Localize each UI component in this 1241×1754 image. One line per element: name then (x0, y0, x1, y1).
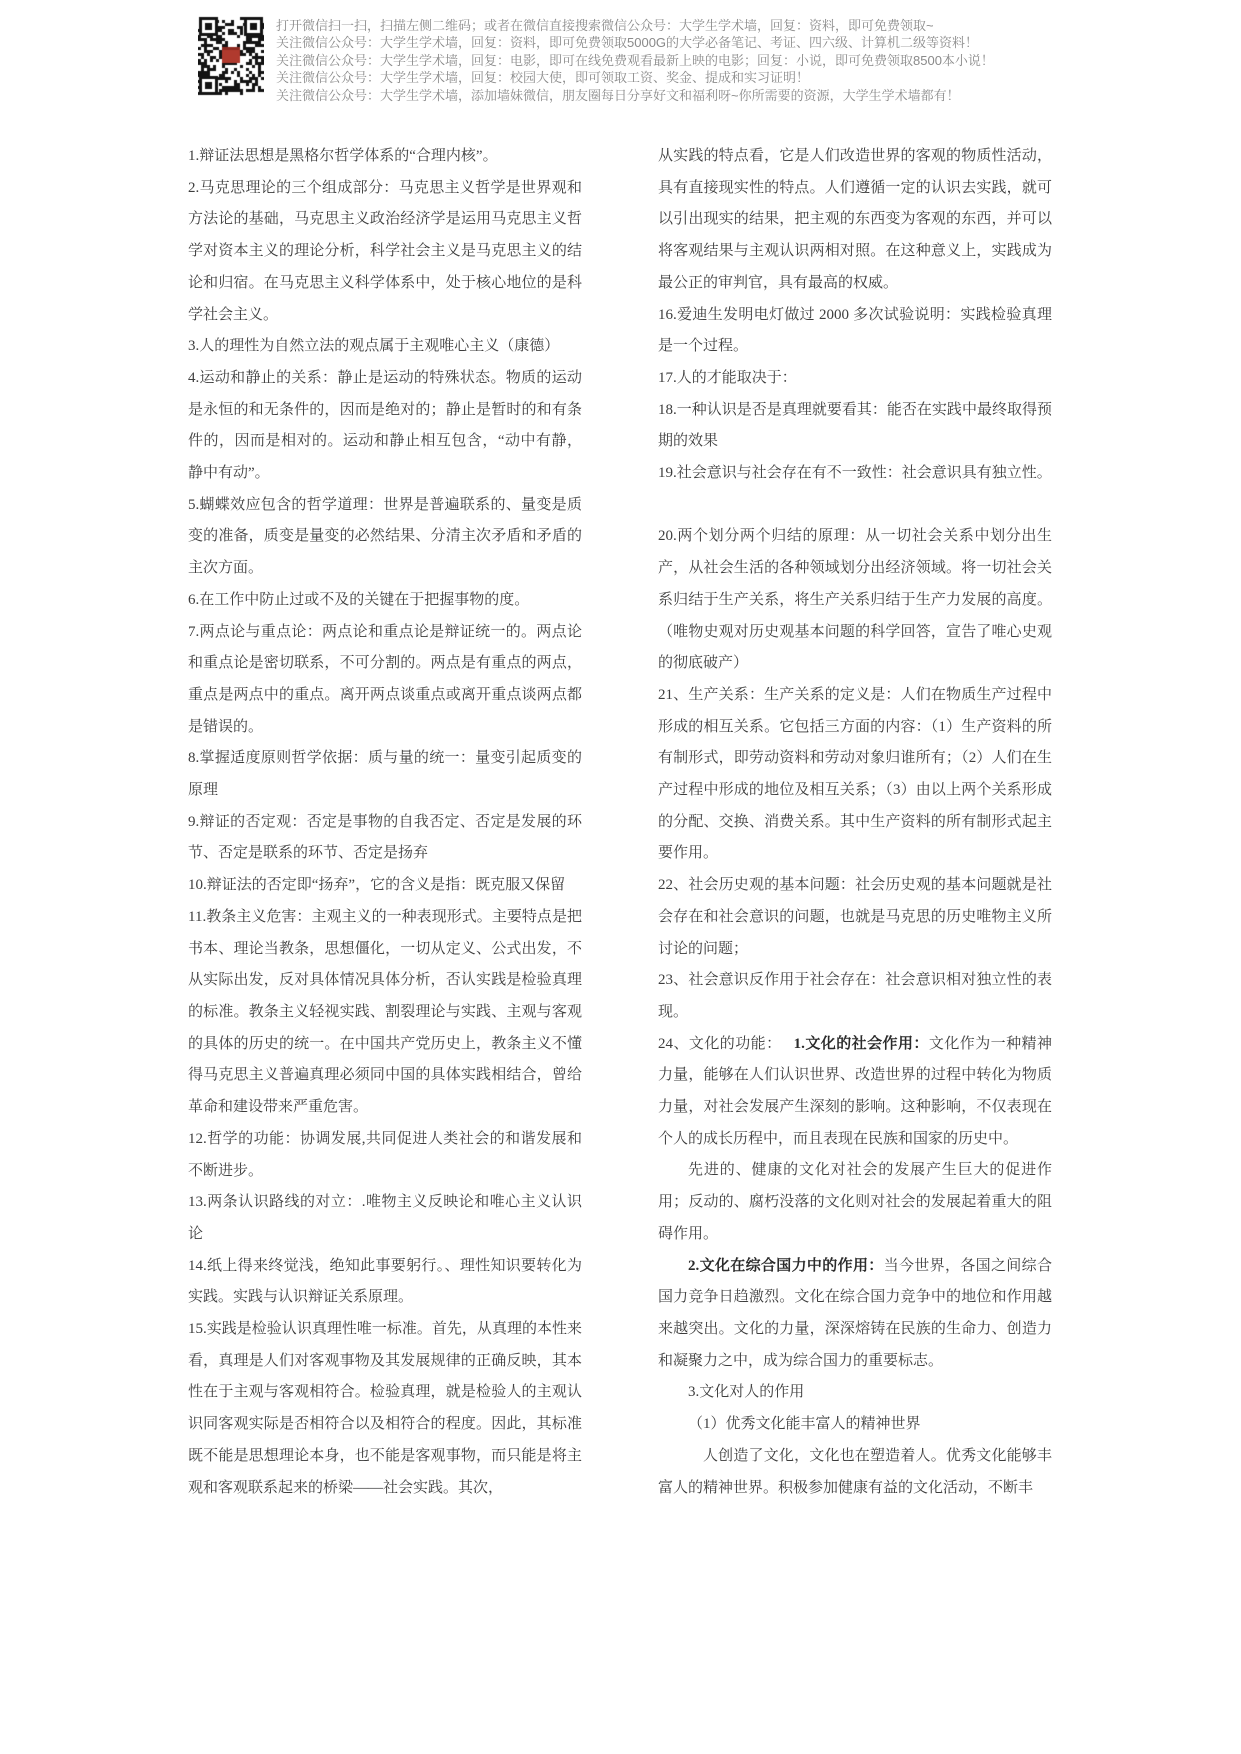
item-14 (188, 1251, 582, 1314)
item-11 (188, 902, 582, 1124)
text-run: 23、社会意识反作用于社会存在：社会意识相对独立性的表现。 (658, 972, 1052, 1020)
text-run: 3.人的理性为自然立法的观点属于主观唯心主义（康德） (188, 338, 560, 355)
item-3 (188, 331, 582, 363)
text-run: 4.运动和静止的关系：静止是运动的特殊状态。物质的运动是永恒的和无条件的，因而是绝对的；静止是暂时的和有条件的，因而是相对的。运动和静止相互包含，“动中有静，静中有动”。 (188, 369, 582, 482)
item-16 (658, 300, 1052, 363)
text-run: 1.辩证法思想是黑格尔哲学体系的“合理内核”。 (188, 148, 498, 164)
text-run: 16.爱迪生发明电灯做过 2000 多次试验说明：实践检验真理是一个过程。 (658, 306, 1052, 355)
item-1 (188, 141, 582, 173)
text-run: 20.两个划分两个归结的原理：从一切社会关系中划分出生产，从社会生活的各种领域划分出经济领域。将一切社会关系归结于生产关系，将生产关系归结于生产力发展的高度。（唯物史观对历史观基本问题的科学回答，宣告了唯心史观的彻底破产） (658, 528, 1052, 672)
text-run: 13.两条认识路线的对立：.唯物主义反映论和唯心主义认识论 (188, 1194, 582, 1242)
para-excellent-culture-heading (658, 1409, 1052, 1441)
bold-text-run: 1.文化的社会作用： (793, 1035, 929, 1052)
text-run: 3.文化对人的作用 (688, 1384, 805, 1401)
text-run: 10.辩证法的否定即“扬弃”，它的含义是指：既克服又保留 (188, 877, 566, 894)
item-19 (658, 458, 1052, 490)
text-run: 8.掌握适度原则哲学依据：质与量的统一：量变引起质变的原理 (188, 750, 582, 799)
para-culture-on-people (658, 1377, 1052, 1409)
item-20 (658, 521, 1052, 680)
text-run: 19.社会意识与社会存在有不一致性：社会意识具有独立性。 (658, 465, 1052, 482)
para-people-create-culture (658, 1441, 1052, 1504)
item-13 (188, 1187, 582, 1250)
text-run: 17.人的才能取决于： (658, 369, 797, 386)
text-run: 9.辩证的否定观：否定是事物的自我否定、否定是发展的环节、否定是联系的环节、否定是扬弃 (188, 813, 582, 862)
item-17 (658, 363, 1052, 395)
right-column (658, 141, 1052, 1504)
item-10 (188, 870, 582, 902)
item-5 (188, 490, 582, 585)
text-run: 当今世界，各国之间综合国力竞争日趋激烈。文化在综合国力竞争中的地位和作用越来越突出。文化的力量，深深熔铸在民族的生命力、创造力和凝聚力之中，成为综合国力的重要标志。 (658, 1257, 1052, 1369)
text-run: 2.马克思理论的三个组成部分：马克思主义哲学是世界观和方法论的基础，马克思主义政治经济学是运用马克思主义哲学对资本主义的理论分析，科学社会主义是马克思主义的结论和归宿。在马克思主义科学体系中，处于核心地位的是科学社会主义。 (188, 179, 582, 323)
text-run: 11.教条主义危害：主观主义的一种表现形式。主要特点是把书本、理论当教条，思想僵化，一切从定义、公式出发，不从实际出发，反对具体情况具体分析，否认实践是检验真理的标准。教条主义轻视实践、割裂理论与实践、主观与客观的具体的历史的统一。在中国共产党历史上，教条主义不懂得马克思主义普遍真理必须同中国的具体实践相结合，曾给革命和建设带来严重危害。 (188, 908, 582, 1116)
text-run: 先进的、健康的文化对社会的发展产生巨大的促进作用；反动的、腐朽没落的文化则对社会的发展起着重大的阻碍作用。 (658, 1162, 1052, 1242)
header-line-3: 关注微信公众号：大学生学术墙，回复：电影，即可在线免费观看最新上映的电影；回复：小说，即可免费领取8500本小说！ (276, 52, 994, 68)
text-run: 15.实践是检验认识真理性唯一标准。首先，从真理的本性来看，真理是人们对客观事物及其发展规律的正确反映，其本性在于主观与客观相符合。检验真理，就是检验人的主观认识同客观实际是否相符合以及相符合的程度。因此，其标准既不能是思想理论本身，也不能是客观事物，而只能是将主观和客观联系起来的桥梁——社会实践。其次， (188, 1321, 582, 1496)
text-run: 7.两点论与重点论：两点论和重点论是辩证统一的。两点论和重点论是密切联系，不可分割的。两点是有重点的两点，重点是两点中的重点。离开两点谈重点或离开重点谈两点都是错误的。 (188, 623, 582, 735)
item-24 (658, 1029, 1052, 1156)
text-run: 人创造了文化，文化也在塑造着人。优秀文化能够丰富人的精神世界。积极参加健康有益的文化活动，不断丰 (658, 1447, 1052, 1496)
item-7 (188, 617, 582, 744)
item-4 (188, 363, 582, 490)
item-15 (188, 1314, 582, 1504)
text-run: 6.在工作中防止过或不及的关键在于把握事物的度。 (188, 591, 530, 608)
wechat-qr-code-icon (198, 16, 264, 96)
item-18 (658, 395, 1052, 458)
item-15-continued (658, 141, 1052, 300)
text-run: 18.一种认识是否是真理就要看其：能否在实践中最终取得预期的效果 (658, 401, 1052, 450)
text-run: 文化作为一种精神力量，能够在人们认识世界、改造世界的过程中转化为物质力量，对社会发展产生深刻的影响。这种影响，不仅表现在个人的成长历程中，而且表现在民族和国家的历史中。 (658, 1035, 1052, 1147)
item-21 (658, 680, 1052, 870)
item-22 (658, 870, 1052, 965)
item-23 (658, 965, 1052, 1028)
para-advanced-culture (658, 1155, 1052, 1250)
item-12 (188, 1124, 582, 1187)
para-culture-national-power (658, 1251, 1052, 1378)
text-run: 22、社会历史观的基本问题：社会历史观的基本问题就是社会存在和社会意识的问题，也就是马克思的历史唯物主义所讨论的问题； (658, 877, 1052, 957)
header-line-4: 关注微信公众号：大学生学术墙，回复：校园大使，即可领取工资、奖金、提成和实习证明！ (276, 70, 810, 86)
blank-line (658, 490, 1052, 522)
text-run: （1）优秀文化能丰富人的精神世界 (688, 1416, 921, 1433)
document-body (188, 141, 1052, 1504)
header-line-5: 关注微信公众号：大学生学术墙，添加墙妹微信，朋友圈每日分享好文和福利呀~你所需要的资源，大学生学术墙都有！ (276, 87, 960, 103)
text-run: 12.哲学的功能：协调发展,共同促进人类社会的和谐发展和不断进步。 (188, 1130, 582, 1179)
item-2 (188, 173, 582, 332)
text-run: 14.纸上得来终觉浅，绝知此事要躬行。、理性知识要转化为实践。实践与认识辩证关系原理。 (188, 1257, 582, 1306)
item-9 (188, 807, 582, 870)
header-line-2: 关注微信公众号：大学生学术墙，回复：资料，即可免费领取5000G的大学必备笔记、考证、四六级、计算机二级等资料！ (276, 35, 979, 51)
item-8 (188, 743, 582, 806)
text-run: 从实践的特点看，它是人们改造世界的客观的物质性活动，具有直接现实性的特点。人们遵循一定的认识去实践，就可以引出现实的结果，把主观的东西变为客观的东西，并可以将客观结果与主观认识两相对照。在这种意义上，实践成为最公正的审判官，具有最高的权威。 (658, 148, 1052, 291)
text-run: 21、生产关系：生产关系的定义是：人们在物质生产过程中形成的相互关系。它包括三方面的内容：（1）生产资料的所有制形式，即劳动资料和劳动对象归谁所有；（2）人们在生产过程中形成的地位及相互关系；（3）由以上两个关系形成的分配、交换、消费关系。其中生产资料的所有制形式起主要作用。 (658, 686, 1052, 862)
text-run: 24、文化的功能： (658, 1035, 794, 1052)
bold-text-run: 2.文化在综合国力中的作用： (688, 1257, 884, 1274)
header-text-block (276, 16, 994, 104)
header-banner (198, 16, 994, 104)
header-line-1: 打开微信扫一扫，扫描左侧二维码；或者在微信直接搜索微信公众号：大学生学术墙，回复：资料，即可免费领取~ (276, 18, 934, 33)
item-6 (188, 585, 582, 617)
text-run: 5.蝴蝶效应包含的哲学道理：世界是普遍联系的、量变是质变的准备，质变是量变的必然结果、分清主次矛盾和矛盾的主次方面。 (188, 496, 582, 577)
left-column (188, 141, 582, 1504)
